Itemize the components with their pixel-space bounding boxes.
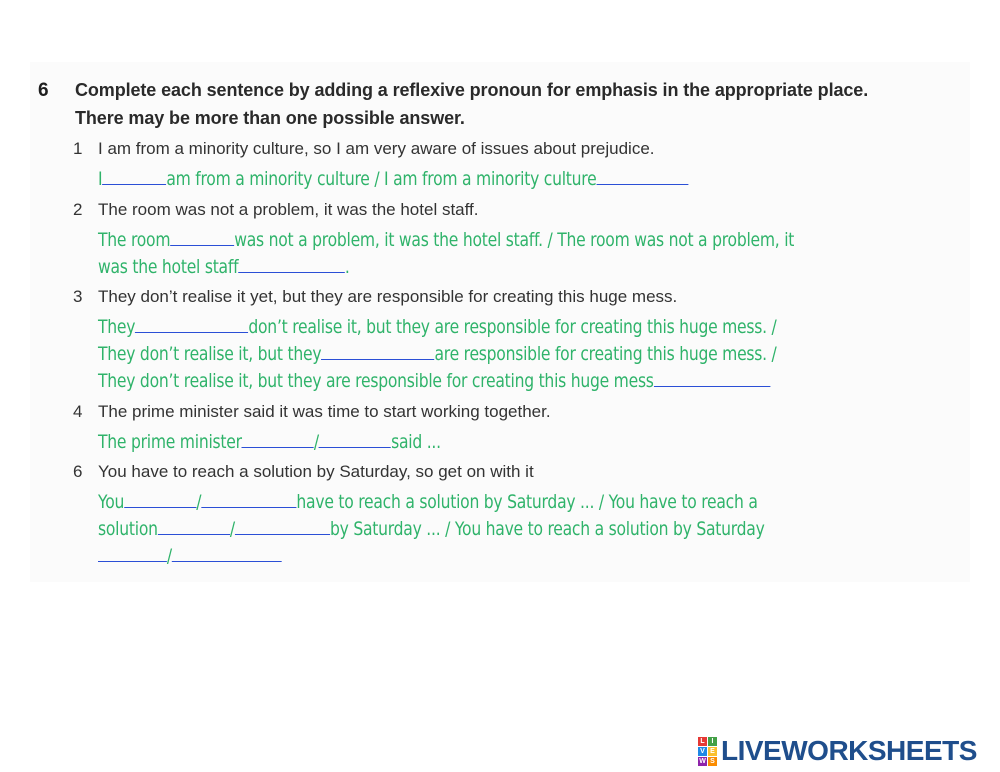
answer-line [98,489,758,513]
answer-line [98,341,777,365]
item-sentence: The prime minister said it was time to start working together. [98,402,551,421]
answer-text: am from a minority culture / I am from a minority culture [166,168,597,190]
answer-text: don’t realise it, but they are responsible for creating this huge mess. / [248,316,777,338]
exercise-number: 6 [38,80,49,101]
answer-text: They [98,316,136,338]
answer-text: I [98,168,103,190]
logo-letter: L [698,737,707,746]
answer-text: was not a problem, it was the hotel staff. / The room was not a problem, it [234,229,795,251]
logo-letter: W [699,757,706,765]
answer-text: They don’t realise it, but they [98,343,322,365]
logo-letter: E [708,747,717,756]
answer-line [98,543,282,567]
answer-blank[interactable] [124,489,196,508]
item-number: 4 [73,402,83,421]
answer-blank[interactable] [158,516,230,535]
answer-text: solution [98,518,158,540]
answer-text: have to reach a solution by Saturday ... / You have to reach a [296,491,758,513]
instruction-line-1: Complete each sentence by adding a reflexive pronoun for emphasis in the appropriate place. [75,80,869,100]
answer-blank[interactable] [172,543,282,562]
liveworksheets-logo [698,736,977,766]
answer-blank[interactable] [135,314,248,333]
answer-blank[interactable] [201,489,296,508]
answer-line [98,166,688,190]
answer-blank[interactable] [242,429,314,448]
item-number: 6 [73,462,83,481]
answer-blank[interactable] [238,254,345,273]
answer-text: They don’t realise it, but they are responsible for creating this huge mess [98,370,654,392]
logo-mark [698,737,717,766]
answer-blank[interactable] [319,429,391,448]
logo-letter: S [708,757,717,766]
answer-blank[interactable] [170,227,234,246]
answer-text: are responsible for creating this huge mess. / [434,343,777,365]
answer-line [98,227,794,251]
answer-blank[interactable] [596,166,688,185]
item-number: 2 [73,200,83,219]
item-sentence: You have to reach a solution by Saturday, so get on with it [98,462,534,481]
answer-line [98,516,765,540]
answer-line [98,314,777,338]
answer-text: / [313,431,319,453]
answer-line [98,429,441,453]
answer-text: . [344,256,350,278]
logo-letter: I [708,737,717,746]
answer-text: The room [98,229,171,251]
answer-line [98,254,350,278]
answer-text: The prime minister [98,431,242,453]
answer-text: was the hotel staff [98,256,239,278]
brand-name: LIVEWORKSHEETS [721,735,977,766]
item-number: 1 [73,139,83,158]
answer-blank[interactable] [102,166,166,185]
answer-text: / [196,491,202,513]
item-number: 3 [73,287,83,306]
item-sentence: The room was not a problem, it was the hotel staff. [98,200,479,219]
answer-blank[interactable] [98,543,167,562]
answer-text: said ... [391,431,441,453]
answer-text: by Saturday ... / You have to reach a solution by Saturday [330,518,765,540]
answer-line [98,368,770,392]
item-sentence: They don’t realise it yet, but they are responsible for creating this huge mess. [98,287,678,306]
instruction-line-2: There may be more than one possible answer. [75,108,465,128]
answer-text: / [229,518,235,540]
answer-blank[interactable] [321,341,434,360]
answer-blank[interactable] [654,368,770,387]
item-sentence: I am from a minority culture, so I am very aware of issues about prejudice. [98,139,655,158]
logo-letter: V [698,747,707,756]
answer-text: You [98,491,125,513]
answer-text: / [166,545,172,567]
answer-blank[interactable] [235,516,330,535]
